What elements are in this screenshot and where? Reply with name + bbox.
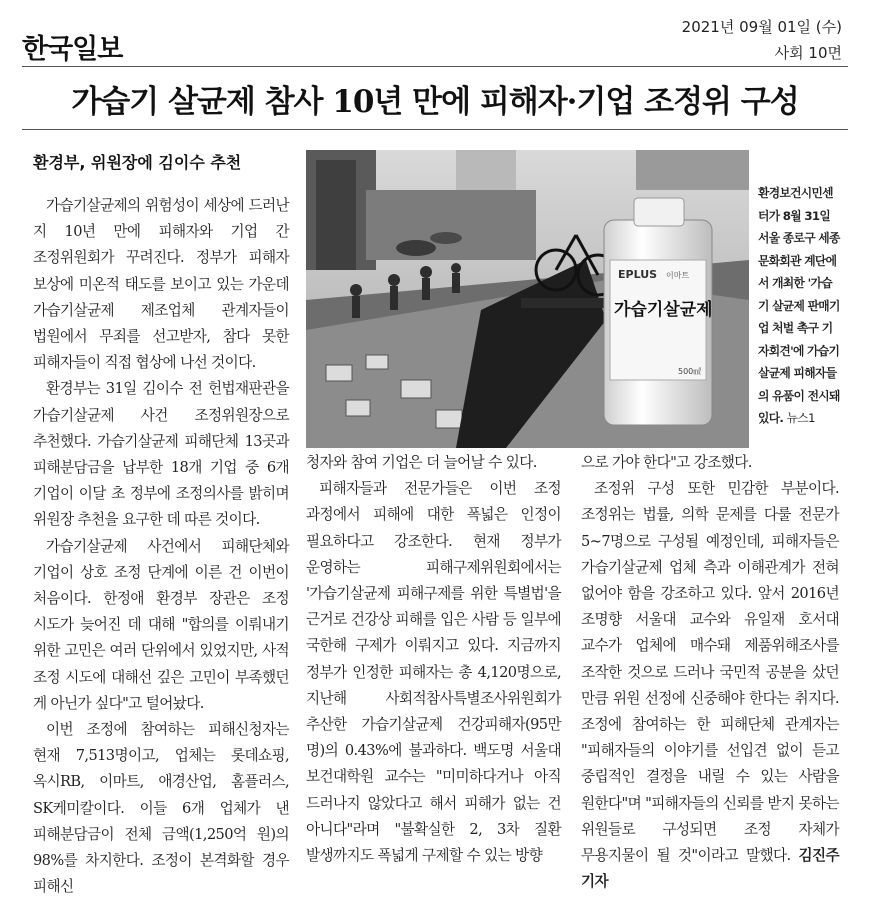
bottle-brand: EPLUS — [618, 268, 658, 281]
subheadline: 환경부, 위원장에 김이수 추천 — [33, 153, 242, 172]
headline-rule — [22, 129, 848, 130]
caption-text: 환경보건시민센터가 8월 31일 서울 종로구 세종문화회관 계단에서 개최한 '가습기 살균제 판매기업 처벌 촉구 기자회견'에 가습기 살균제 피해자들의 유품이 전시돼 있다. — [758, 186, 840, 425]
paragraph-text: 조정위 구성 또한 민감한 부분이다. 조정위는 법률, 의학 문제를 다룰 전문가 5~7명으로 구성될 예정인데, 피해자들은 가습기살균제 업체 측과 이해관계가 전혀 없어야 함을 강조하고 있다. 앞서 2016년 조명향 서울대 교수와 유일재 호서대 교수가 업체에 매수돼 제품위해조사를 조작한 것으로 드러나 국민적 공분을 샀던 만큼 위원 선정에 신중해야 한다는 취지다. 조정에 참여하는 한 피해단체 관계자는 "피해자들의 이야기를 선입견 없이 듣고 중립적인 결정을 내릴 수 있는 사람을 원한다"며 "피해자들의 신뢰를 받지 못하는 위원들로 구성되면 조정 자체가 무용지물이 될 것"이라고 말했다. — [581, 480, 839, 865]
publication-date: 2021년 09월 01일 (수) — [681, 18, 842, 36]
byline: 김진주 기자 — [581, 847, 839, 891]
dateline — [682, 14, 842, 66]
top-rule — [22, 66, 848, 67]
photo-caption — [758, 182, 842, 430]
bottle-brand-sub: 이마트 — [666, 271, 690, 280]
paragraph: 가습기살균제의 위험성이 세상에 드러난 지 10년 만에 피해자와 기업 간 조정위원회가 꾸려진다. 정부가 피해자 보상에 미온적 태도를 보이고 있는 가운데 가습기살균제 제조업체 관계자들이 법원에서 무죄를 선고받자, 참다 못한 피해자들이 직접 협상에 나선 것이다. — [33, 197, 289, 372]
photo-illustration — [306, 150, 749, 448]
paragraph: 으로 가야 한다"고 강조했다. — [581, 454, 752, 471]
bottle-size: 500㎖ — [678, 367, 702, 376]
headline: 가습기 살균제 참사 10년 만에 피해자·기업 조정위 구성 — [71, 84, 799, 120]
paragraph: 환경부는 31일 김이수 전 헌법재판관을 가습기살균제 사건 조정위원장으로 추천했다. 가습기살균제 피해단체 13곳과 피해분담금을 납부한 18개 기업 중 6개 기업이 이달 초 정부에 조정의사를 밝히며 위원장 추천을 요구한 데 따른 것이다. — [33, 380, 289, 529]
bottle-label: 가습기살균제 — [614, 300, 713, 320]
article-column-1 — [33, 193, 289, 900]
paragraph: 피해자들과 전문가들은 이번 조정 과정에서 피해에 대한 폭넓은 인정이 필요하다고 강조한다. 현재 정부가 운영하는 피해구제위원회에서는 '가습기살균제 피해구제를 위한 특별법'을 근거로 건강상 피해를 입은 사람 등 일부에 국한해 구제가 이뤄지고 있다. 지금까지 정부가 인정한 피해자는 총 4,120명으로, 지난해 사회적참사특별조사위원회가 추산한 가습기살균제 건강피해자(95만 명)의 0.43%에 불과하다. 백도명 서울대 보건대학원 교수는 "미미하다거나 아직 드러나지 않았다고 해서 피해가 없는 건 아니다"라며 "불확실한 2, 3차 질환 발생까지도 폭넓게 구제할 수 있는 방향 — [306, 480, 561, 865]
newspaper-masthead: 한국일보 — [22, 34, 123, 65]
news-photo — [306, 150, 749, 448]
paragraph: 가습기살균제 사건에서 피해단체와 기업이 상호 조정 단계에 이른 건 이번이 처음이다. 한정애 환경부 장관은 조정 시도가 늦어진 데 대해 "합의를 이뤄내기 위한 고민은 여러 단위에서 있었지만, 사적 조정 시도에 대해선 깊은 고민이 부족했던 게 아닌가 싶다"고 털어놨다. — [33, 537, 289, 712]
photo-credit: 뉴스1 — [786, 411, 815, 425]
paragraph — [581, 476, 839, 895]
paragraph: 이번 조정에 참여하는 피해신청자는 현재 7,513명이고, 업체는 롯데쇼핑, 옥시RB, 이마트, 애경산업, 홈플러스, SK케미칼이다. 이들 6개 업체가 낸 피해분담금이 전체 금액(1,250억 원)의 98%를 차지한다. 조정이 본격화할 경우 피해신 — [33, 721, 289, 896]
article-column-3 — [581, 450, 839, 895]
article-column-2 — [306, 450, 561, 869]
paragraph: 청자와 참여 기업은 더 늘어날 수 있다. — [306, 454, 537, 471]
section-page: 사회 10면 — [774, 44, 842, 62]
